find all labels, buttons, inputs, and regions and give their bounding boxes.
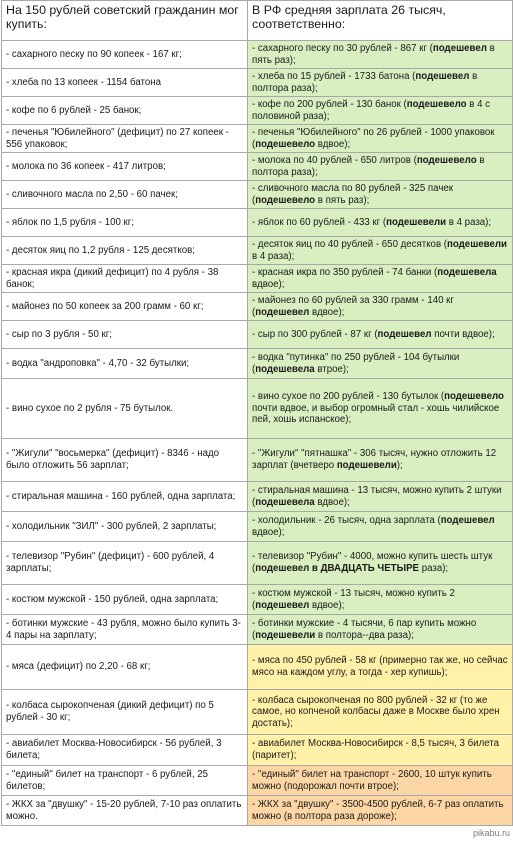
russia-item-text: - ЖКХ за "двушку" - 3500-4500 рублей, 6-7 раз оплатить можно (в полтора раза дороже);: [252, 798, 504, 822]
russia-item-text: - авиабилет Москва-Новосибирск - 8,5 тысяч, 3 билета (паритет);: [252, 738, 500, 761]
russia-item: [248, 181, 513, 209]
russia-item-text: - телевизор "Рубин" - 4000, можно купить шесть штук (: [252, 551, 493, 574]
russia-item-emphasis: подешевели: [447, 238, 507, 250]
russia-item-text: - сливочного масла по 80 рублей - 325 пачек (: [252, 182, 453, 206]
table-row: [2, 482, 513, 512]
table-row: [2, 796, 513, 826]
soviet-item: - красная икра (дикий дефицит) по 4 рубля - 38 банок;: [2, 265, 248, 293]
russia-item-emphasis: подешевели: [336, 460, 397, 471]
russia-item-text-tail: в 4 раза);: [252, 250, 295, 262]
russia-item-text: - печенья "Юбилейного" по 26 рублей - 1000 упаковок (: [252, 126, 495, 150]
russia-item-emphasis: подешевело: [255, 138, 316, 150]
soviet-item: - вино сухое по 2 рубля - 75 бутылок.: [2, 379, 248, 439]
russia-item: [248, 349, 513, 379]
russia-item: [248, 69, 513, 97]
russia-item: [248, 237, 513, 265]
russia-item: [248, 735, 513, 766]
table-row: [2, 349, 513, 379]
russia-item-text: - вино сухое по 200 рублей - 130 бутылок (: [252, 391, 445, 403]
russia-item: [248, 690, 513, 735]
russia-item-text-tail: почти вдвое, и выбор огромный стал - хошь чилийское пей, хошь испанское);: [252, 402, 500, 426]
russia-item-text-tail: вдвое);: [252, 278, 285, 290]
russia-item: [248, 615, 513, 645]
russia-item: [248, 482, 513, 512]
russia-item-text: - водка "путинка" по 250 рублей - 104 бутылки (: [252, 351, 460, 375]
russia-item-emphasis: подешевело: [416, 154, 477, 166]
soviet-item: - ботинки мужские - 43 рубля, можно было купить 3-4 пары на зарплату;: [2, 615, 248, 645]
soviet-item: - холодильник "ЗИЛ" - 300 рублей, 2 зарплаты;: [2, 512, 248, 542]
soviet-item: - телевизор "Рубин" (дефицит) - 600 рублей, 4 зарплаты;: [2, 542, 248, 585]
table-row: [2, 153, 513, 181]
table-row: [2, 69, 513, 97]
russia-item-text-tail: вдвое);: [252, 526, 285, 538]
russia-item-emphasis: подешевел: [440, 514, 495, 526]
soviet-item: - сахарного песку по 90 копеек - 167 кг;: [2, 41, 248, 69]
table-row: [2, 41, 513, 69]
russia-item: [248, 265, 513, 293]
russia-item-text-tail: в 4 с половиной раза);: [252, 98, 491, 122]
russia-item-text: - "Жигули" "пятнашка" - 306 тысяч, нужно отложить 12 зарплат (вчетверо: [252, 448, 497, 471]
comparison-table: [1, 0, 513, 826]
russia-item-emphasis: подешевела: [437, 266, 497, 278]
table-row: [2, 439, 513, 482]
header-soviet: На 150 рублей советский гражданин мог купить:: [2, 1, 248, 41]
table-row: [2, 321, 513, 349]
russia-item: [248, 512, 513, 542]
russia-item-text-tail: вдвое);: [315, 138, 351, 150]
russia-item-emphasis: подешевела: [255, 496, 315, 508]
header-russia: В РФ средняя зарплата 26 тысяч, соответственно:: [248, 1, 513, 41]
soviet-item: - яблок по 1,5 рубля - 100 кг;: [2, 209, 248, 237]
russia-item: [248, 153, 513, 181]
russia-item-text-tail: почти вдвое);: [431, 328, 495, 340]
soviet-item: - "единый" билет на транспорт - 6 рублей, 25 билетов;: [2, 766, 248, 796]
table-row: [2, 512, 513, 542]
russia-item-text: - кофе по 200 рублей - 130 банок (: [252, 98, 407, 110]
russia-item: [248, 766, 513, 796]
soviet-item: - хлеба по 13 копеек - 1154 батона: [2, 69, 248, 97]
russia-item-emphasis: подешевел: [432, 42, 487, 54]
russia-item-emphasis: подешевела: [255, 363, 315, 375]
russia-item-text: - десяток яиц по 40 рублей - 650 десятков (: [252, 238, 448, 250]
table-header-row: [2, 1, 513, 41]
soviet-item: - сыр по 3 рубля - 50 кг;: [2, 321, 248, 349]
russia-item-text: - холодильник - 26 тысяч, одна зарплата (: [252, 514, 441, 526]
table-row: [2, 690, 513, 735]
russia-item: [248, 125, 513, 153]
russia-item-emphasis: подешевели: [255, 629, 316, 641]
table-row: [2, 542, 513, 585]
soviet-item: - майонез по 50 копеек за 200 грамм - 60 кг;: [2, 293, 248, 321]
russia-item-text: - яблок по 60 рублей - 433 кг (: [252, 216, 387, 228]
russia-item: [248, 321, 513, 349]
soviet-item: - авиабилет Москва-Новосибирск - 56 рублей, 3 билета;: [2, 735, 248, 766]
russia-item-text-tail: втрое);: [314, 363, 349, 375]
russia-item-text: - мяса по 450 рублей - 58 кг (примерно так же, но сейчас мясо на каждом углу, а тогда - хер купишь);: [252, 655, 508, 678]
soviet-item: - печенья "Юбилейного" (дефицит) по 27 копеек - 556 упаковок;: [2, 125, 248, 153]
table-row: [2, 293, 513, 321]
soviet-item: - водка "андроповка" - 4,70 - 32 бутылки;: [2, 349, 248, 379]
russia-item: [248, 293, 513, 321]
russia-item-emphasis: подешевело: [406, 98, 467, 110]
table-row: [2, 265, 513, 293]
russia-item-text: - ботинки мужские - 4 тысячи, 6 пар купить можно (: [252, 617, 477, 641]
table-row: [2, 237, 513, 265]
soviet-item: - сливочного масла по 2,50 - 60 пачек;: [2, 181, 248, 209]
soviet-item: - колбаса сырокопченая (дикий дефицит) по 5 рублей - 30 кг;: [2, 690, 248, 735]
russia-item-text: - молока по 40 рублей - 650 литров (: [252, 154, 417, 166]
russia-item-text-tail: );: [396, 460, 403, 471]
russia-item-emphasis: подешевело: [444, 391, 504, 403]
russia-item-text-tail: раза);: [419, 563, 449, 574]
table-row: [2, 379, 513, 439]
russia-item-emphasis: подешевели: [386, 216, 447, 228]
russia-item-text: - сахарного песку по 30 рублей - 867 кг (: [252, 42, 433, 54]
russia-item: [248, 542, 513, 585]
russia-item-emphasis: подешевел: [255, 306, 310, 318]
russia-item-text-tail: вдвое);: [309, 306, 345, 318]
russia-item-emphasis: подешевел в ДВАДЦАТЬ ЧЕТЫРЕ: [255, 563, 420, 574]
russia-item-text-tail: вдвое);: [309, 599, 345, 611]
russia-item-emphasis: подешевел: [415, 70, 470, 82]
russia-item: [248, 439, 513, 482]
russia-item-emphasis: подешевел: [377, 328, 432, 340]
russia-item: [248, 645, 513, 690]
russia-item-text-tail: в пять раз);: [315, 194, 370, 206]
watermark: pikabu.ru: [472, 828, 510, 838]
russia-item-text: - красная икра по 350 рублей - 74 банки (: [252, 266, 438, 278]
soviet-item: - десяток яиц по 1,2 рубля - 125 десятков;: [2, 237, 248, 265]
russia-item: [248, 41, 513, 69]
russia-item-text: - колбаса сырокопченая по 800 рублей - 32 кг (то же самое, но копченой колбасы даже в Москве было хрен достать);: [252, 694, 500, 729]
russia-item-text: - костюм мужской - 13 тысяч, можно купить 2 (: [252, 587, 455, 611]
russia-item-text: - сыр по 300 рублей - 87 кг (: [252, 328, 378, 340]
table-row: [2, 125, 513, 153]
russia-item-text-tail: в полтора раза);: [252, 70, 478, 94]
russia-item: [248, 585, 513, 615]
table-row: [2, 645, 513, 690]
russia-item: [248, 209, 513, 237]
table-row: [2, 766, 513, 796]
table-row: [2, 735, 513, 766]
russia-item-text: - стиральная машина - 13 тысяч, можно купить 2 штуки (: [252, 484, 502, 508]
russia-item-emphasis: подешевело: [255, 194, 316, 206]
table-body: [2, 41, 513, 826]
soviet-item: - "Жигули" "восьмерка" (дефицит) - 8346 - надо было отложить 56 зарплат;: [2, 439, 248, 482]
russia-item-text-tail: в полтора раза);: [252, 154, 485, 178]
table-row: [2, 585, 513, 615]
soviet-item: - ЖКХ за "двушку" - 15-20 рублей, 7-10 раз оплатить можно.: [2, 796, 248, 826]
russia-item-emphasis: подешевел: [255, 599, 310, 611]
russia-item-text-tail: вдвое);: [314, 496, 350, 508]
russia-item: [248, 97, 513, 125]
russia-item-text-tail: в полтора--два раза);: [315, 629, 414, 641]
table-row: [2, 209, 513, 237]
table-row: [2, 615, 513, 645]
soviet-item: - кофе по 6 рублей - 25 банок;: [2, 97, 248, 125]
russia-item: [248, 796, 513, 826]
russia-item-text: - хлеба по 15 рублей - 1733 батона (: [252, 70, 416, 82]
soviet-item: - мяса (дефицит) по 2,20 - 68 кг;: [2, 645, 248, 690]
soviet-item: - молока по 36 копеек - 417 литров;: [2, 153, 248, 181]
russia-item-text-tail: в 4 раза);: [446, 216, 492, 228]
russia-item-text-tail: в пять раз);: [252, 42, 495, 66]
soviet-item: - стиральная машина - 160 рублей, одна зарплата;: [2, 482, 248, 512]
table-row: [2, 97, 513, 125]
table-row: [2, 181, 513, 209]
russia-item-text: - "единый" билет на транспорт - 2600, 10 штук купить можно (подорожал почти втрое);: [252, 768, 492, 792]
russia-item-text: - майонез по 60 рублей за 330 грамм - 140 кг (: [252, 294, 454, 318]
russia-item: [248, 379, 513, 439]
soviet-item: - костюм мужской - 150 рублей, одна зарплата;: [2, 585, 248, 615]
